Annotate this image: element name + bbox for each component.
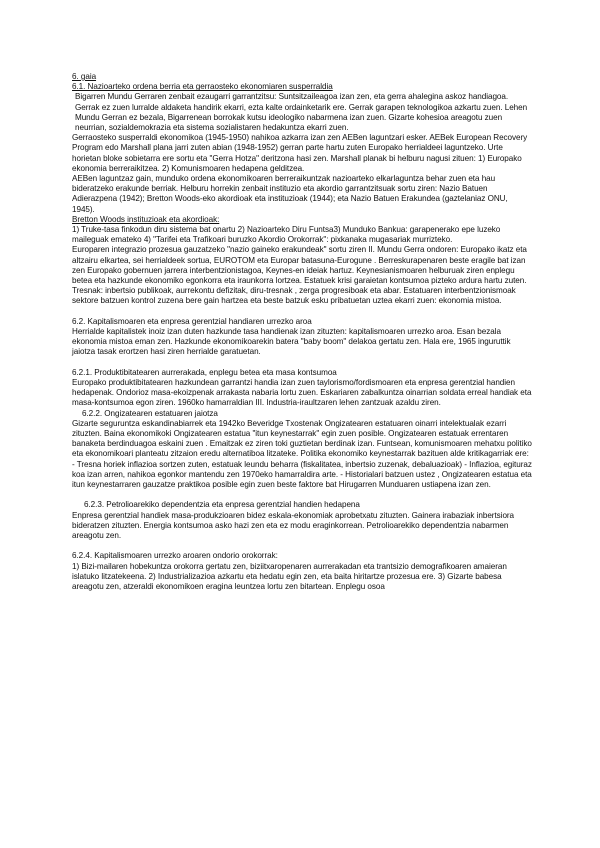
paragraph-war-features: Bigarren Mundu Gerraren zenbait ezaugarri garrantzitsu: Suntsitzaileagoa izan zen, eta gerra ahalegina askoz handiagoa. Gerrak ez zuen lurralde aldaketa handirik ekarri, ezta kalte ordainketarik ere. Gerrak garapen teknologikoa azkartu zuen. Lehen Mundu Gerran ez bezala, Bigarrenean borrokak kutsu ideologiko nabarmena izan zuen. Gizarte kohesioa areagotu zuen neurrian, sozialdemokrazia eta sistema sozialistaren hedakuntza ekarri zuen. [75, 92, 528, 133]
paragraph-bretton-woods-list: 1) Truke-tasa finkodun diru sistema bat onartu 2) Nazioarteko Diru Funtsa3) Munduko Bankua: garapenerako epe luzeko maileguak emateko 4) "Tarifei eta Trafikoari buruzko Akordio Orokorrak": pixkanaka mugasariak murrizteko. [72, 225, 501, 245]
paragraph-oil-dependency: Enpresa gerentzial handiek masa-produkzioaren bidez eskala-ekonomiak aprobetxatu zituzten. Gainera irabaziak inbertsiora bideratzen zituzten. Energia kontsumoa asko hazi zen eta ez modu eraginkorrean. Petrolioarekiko dependentzia nabarmen areagotu zen. [72, 510, 515, 541]
paragraph-postwar-recovery: Gerraosteko susperraldi ekonomikoa (1945-1950) nahikoa azkarra izan zen AEBen laguntzari esker. AEBek European Recovery Program edo Marshall plana jarri zuten abian (1948-1952) gerran parte hartu zuten Europako herrialdeei laguntzeko. Urte horietan bloke sobietarra ere sortu eta "Gerra Hotza" deritzona hasi zen. Marshall planak bi helburu nagusi zituen: 1) Europako ekonomia berreraikitzea. 2) Komunismoaren hedapena gelditzea. [72, 133, 528, 173]
paragraph-golden-age: Herrialde kapitalistek inoiz izan duten hazkunde tasa handienak izan zituzten: kapitalismoaren urrezko aroa. Esan bezala ekonomia mistoa eman zen. Hazkunde ekonomikoarekin batera "baby boom" delakoa gertatu zen. Hala ere, 1965 inguruttik jaiotza tasak erortzen hasi ziren herrialde garatuetan. [72, 327, 511, 357]
subheading-bretton-woods: Bretton Woods instituzioak eta akordioak: [72, 214, 220, 224]
section-heading-6-2-1: 6.2.1. Produktibitatearen aurrerakada, enplegu betea eta masa kontsumoa [72, 367, 337, 377]
spacer [72, 541, 532, 551]
section-heading-6-1: 6.1. Nazioarteko ordena berria eta gerraosteko ekonomiaren susperraldia [72, 82, 333, 92]
section-heading-6-2-4: 6.2.4. Kapitalismoaren urrezko aroaren ondorio orokorrak: [72, 551, 278, 561]
document-page [72, 72, 532, 592]
paragraph-international-order: AEBen laguntzaz gain, munduko ordena ekonomikoaren berreraikuntzak nazioarteko elkarlaguntza behar zuen eta hau bideratzeko erakunde berriak. Helburu horrekin zenbait instituzio eta akordio garrantzitsuak sortu ziren: Nazio Batuen Adierazpena (1942); Bretton Woods-eko akordioak eta instituzioak (1944); eta Nazio Batuen Erakundea (gaztelaniaz ONU, 1945). [72, 174, 508, 214]
spacer [72, 307, 532, 317]
spacer [72, 490, 532, 500]
section-heading-6-2-3: 6.2.3. Petrolioarekiko dependentzia eta enpresa gerentzial handien hedapena [84, 500, 360, 510]
section-heading-6-2: 6.2. Kapitalismoaren eta enpresa gerentzial handiaren urrezko aroa [72, 316, 312, 326]
paragraph-european-integration: Europaren integrazio prozesua gauzatzeko "nazio gaineko erakundeak" sortu ziren II. Mundu Gerra ondoren: Europako ikatz eta altzairu elkartea, sei herrialdeek sortua, EUROTOM eta Europar batasuna-Eurogune . Berreskurapenaren beste eragile bat izan zen Europako gobernuen jarrera interbentzionistagoa, Keynes-en ideiak hartuz. Keynesianismoaren helburuak ziren enplegu betea eta hazkunde ekonomiko egonkorra eta iraunkorra lortzea. Estatuek krisi garaietan kontsumoa pizteko ardura hartu zuten. Tresnak: inbertsio publikoak, aurrekontu defizitak, diru-tresnak , zerga progresiboak eta abar. Estatuaren interbentzionismoak sektore batzuen kontrol zuzena bere gain hartzea eta beste batzuk esku pribatuetan uztea ekarri zuen: ekonomia mistoa. [72, 245, 527, 306]
document-title: 6. gaia [72, 72, 97, 81]
spacer [72, 358, 532, 368]
section-heading-6-2-2: 6.2.2. Ongizatearen estatuaren jaiotza [82, 408, 218, 418]
paragraph-productivity: Europako produktibitatearen hazkundean garrantzi handia izan zuen taylorismo/fordismoaren eta enpresa gerentzial handien hedapenak. Ondorioz masa-ekoizpenak arrakasta nabaria lortu zuen. Eskariaren zabalkuntza oinarrian soldata erreal handiak eta masa-kontsumoa egon ziren. 1960ko hamarraldian III. Industria-iraultzaren lehen zantzuak azaldu ziren. [72, 378, 532, 408]
paragraph-welfare-state: Gizarte seguruntza eskandinabiarrek eta 1942ko Beveridge Txostenak Ongizatearen estatuaren oinarri intelektualak ezarri zituzten. Baina ekonomikoki Ongizatearen estatua "itun keynestarrak" egin zuen posible. Ongizatearen estatuak errentaren banaketa berdinduagoa eskaini zuen . Emaitzak ez ziren toki guztietan berdinak izan. Funtsean, komunismoaren mehatxu politiko eta ekonomikoari planteatu zitzaion eredu alternatiboa litzateke. Politika ekonomiko keynestarrak bazituen alde kritikagarriak ere: - Tresna horiek inflazioa sortzen zuten, estatuak leundu beharra (fiskalitatea, inbertsio zuzenak, debaluazioak) - Inflazioa, egituraz koa izan arren, nahikoa egonkor mantendu zen 1970eko hamarraldira arte. - Historialari batzuen ustez , Ongizatearen estatua eta itun keynestarraren gauzatze praktikoa posible egin zuen beste faktore bat Hirugarren Munduaren ustiapena izan zen. [72, 418, 532, 490]
paragraph-general-consequences: 1) Bizi-mailaren hobekuntza orokorra gertatu zen, biziitxaropenaren aurrerakadan eta trantsizio demografikoaren amaieran islatuko litzatekeena. 2) Industrializazioa azkartu eta hedatu egin zen, eta baita hiritartze prozesua ere. 3) Gizarte babesa areagotu zen, atzeraldi ekonomikoen eragina leuntzea lortu zen bitartean. Enplegu osoa [72, 561, 507, 592]
